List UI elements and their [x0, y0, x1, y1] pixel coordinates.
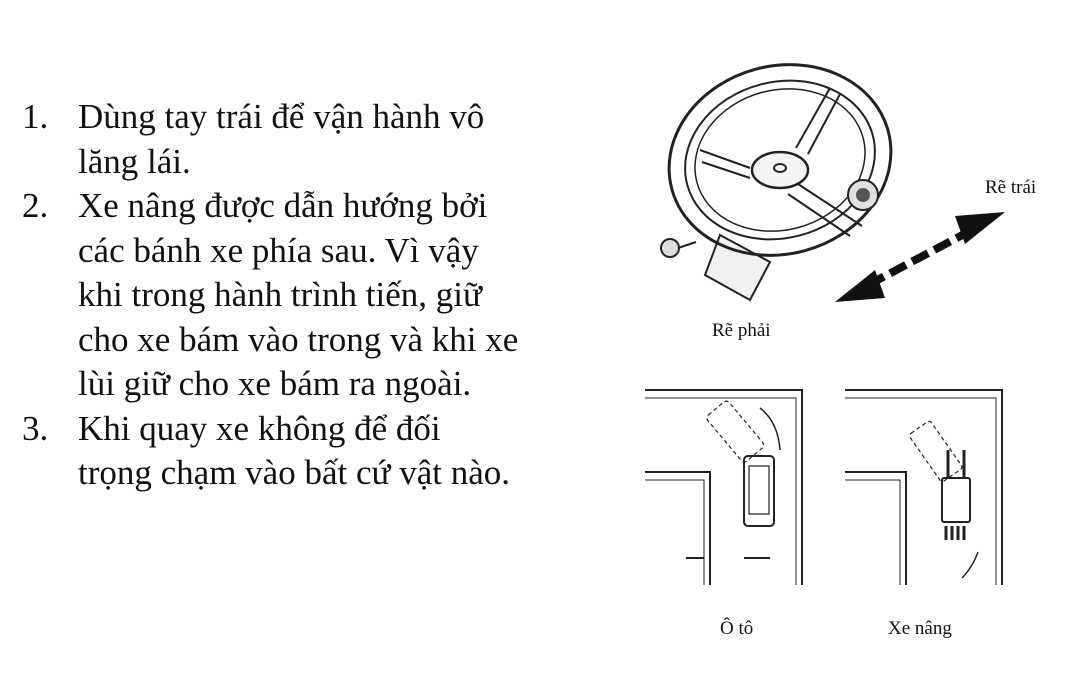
instruction-text: Xe nâng được dẫn hướng bởi các bánh xe phía sau. Vì vậy khi trong hành trình tiến, giữ cho xe bám vào trong và khi xe lùi giữ cho xe bám ra ngoài.: [78, 186, 519, 403]
turn-right-label: Rẽ phải: [712, 320, 771, 341]
car-caption: Ô tô: [720, 618, 754, 639]
instruction-item-1: [22, 95, 522, 184]
steering-column-icon: [705, 235, 770, 300]
turn-left-label: Rẽ trái: [985, 177, 1037, 198]
forklift-turning-diagram: [845, 390, 1002, 585]
instruction-item-2: [22, 184, 522, 407]
instruction-text: Dùng tay trái để vận hành vô lăng lái.: [78, 97, 485, 181]
instruction-text: Khi quay xe không để đối trọng chạm vào bất cứ vật nào.: [78, 408, 511, 492]
forklift-caption: Xe nâng: [888, 618, 952, 639]
instruction-number: 3.: [22, 408, 49, 448]
arrow-head-right-icon: [835, 270, 885, 302]
instruction-number: 2.: [22, 186, 49, 225]
instruction-item-3: [22, 407, 522, 496]
instruction-list: [22, 95, 522, 496]
car-turning-diagram: [645, 390, 802, 585]
steering-wheel-illustration: [647, 40, 912, 300]
illustration-panel: [600, 30, 1080, 670]
instruction-number: 1.: [22, 97, 49, 136]
illustration-drawing: [600, 30, 1080, 670]
